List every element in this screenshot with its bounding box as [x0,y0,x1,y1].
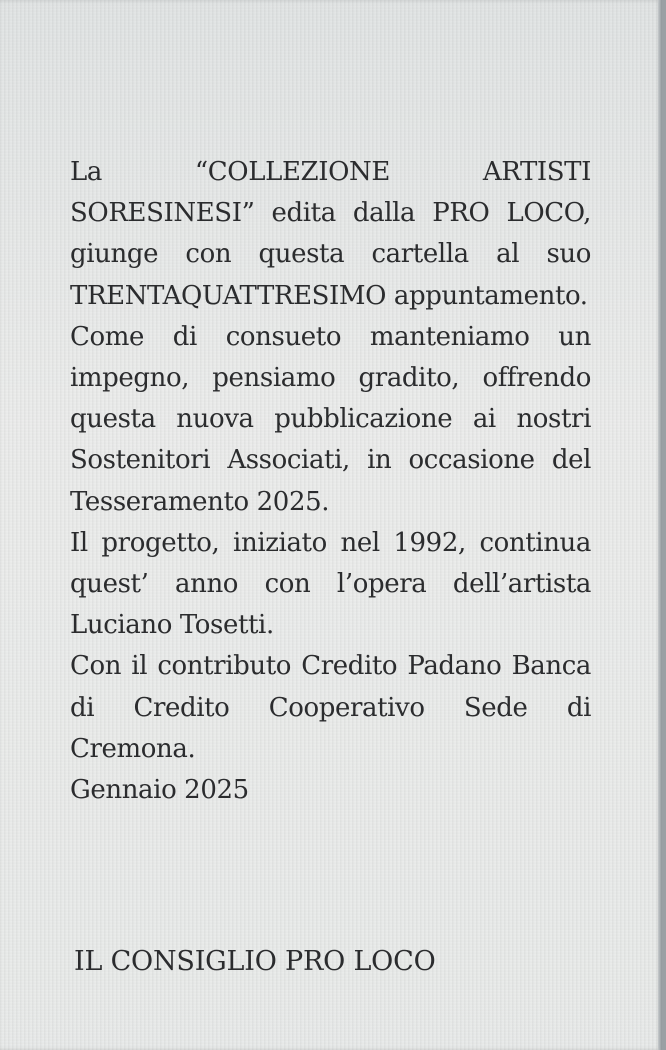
card-body-text [70,152,591,811]
card-edge [658,0,662,1050]
date-line: Gennaio 2025 [70,775,249,806]
paragraph-project: Il progetto, iniziato nel 1992, continua quest’ anno con l’opera dell’artista Luciano Tosetti. [70,527,591,641]
signature-line: IL CONSIGLIO PRO LOCO [74,946,436,977]
paragraph-sponsor: Con il contributo Credito Padano Banca di Credito Cooperativo Sede di Cremona. [70,651,591,764]
paragraph-publication: Come di consueto manteniamo un impegno, pensiamo gradito, offrendo questa nuova pubblicazione ai nostri Sostenitori Associati, in occasione del Tesseramento 2025. [70,321,591,517]
paragraph-collection-intro: La “COLLEZIONE ARTISTI SORESINESI” edita dalla PRO LOCO, giunge con questa cartella al suo TRENTAQUATTRESIMO appuntamento. [70,157,591,311]
